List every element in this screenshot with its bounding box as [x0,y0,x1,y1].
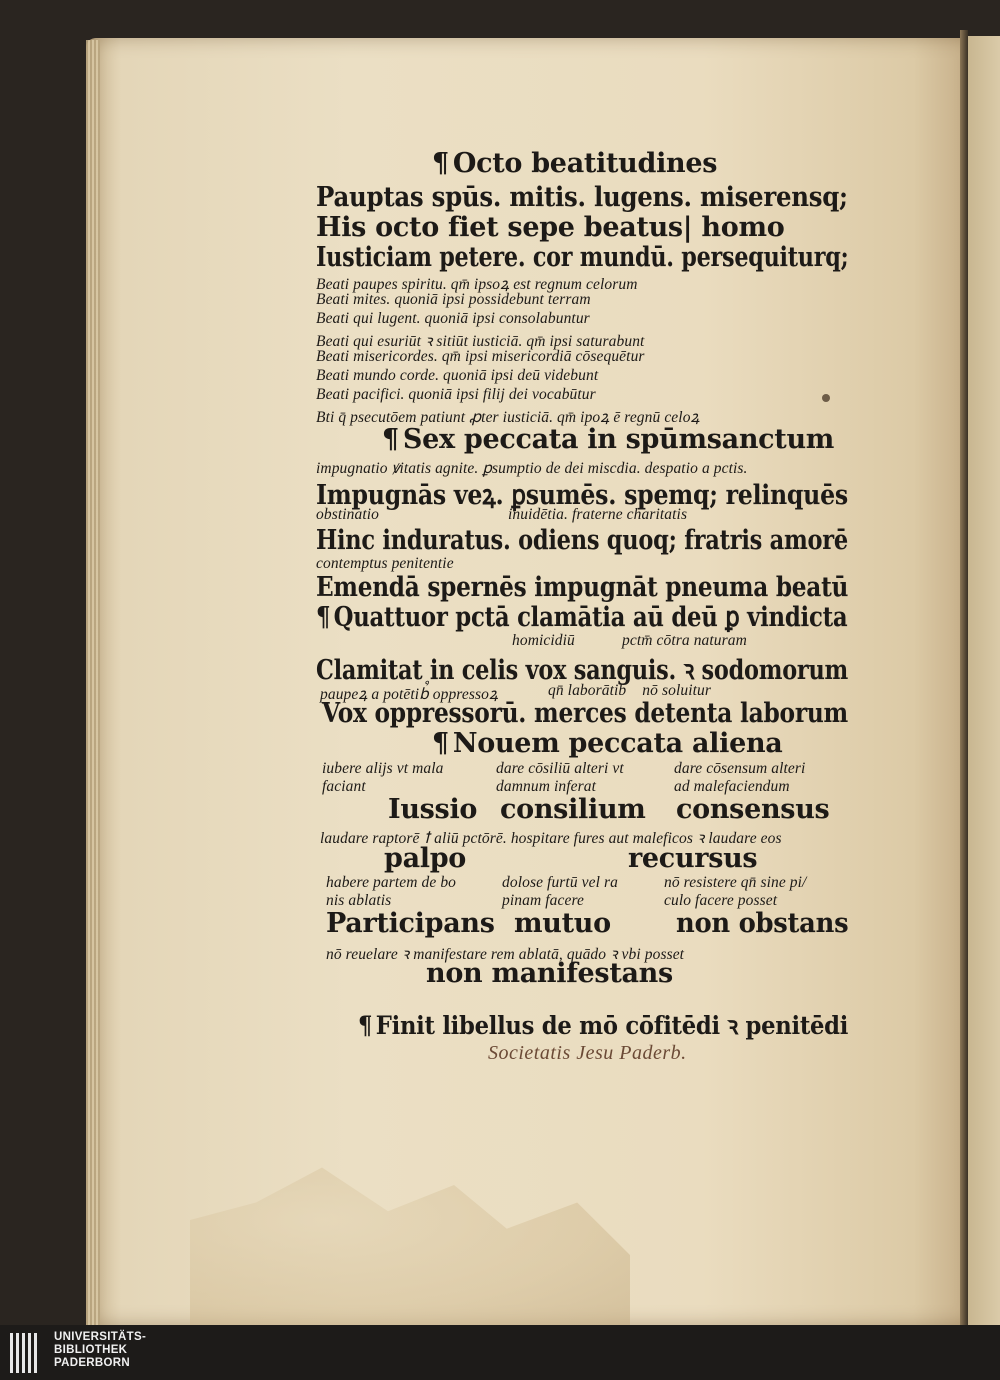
text-line: Beati mites. quoniā ipsi possidebunt terram [316,291,591,308]
verse-line: Hinc induratus. odiens quoq; fratris amorē [316,525,848,556]
pilcrow-mark: ¶ [382,424,399,455]
term-non-obstans: non obstans [676,908,849,939]
library-logo-icon [10,1333,42,1373]
verse-line: Impugnās veꝝ. ꝑsumēs. spemq; relinquēs [316,480,848,511]
gloss-col1: nis ablatis [326,892,392,909]
gloss-col3: nō resistere qn̄ sine pi/ [664,874,807,891]
gloss-col2: damnum inferat [496,778,596,795]
pilcrow-mark: ¶ [358,1011,373,1040]
gloss-contemptus: contemptus penitentie [316,555,454,572]
term-recursus: recursus [628,843,758,874]
term-participans: Participans [326,908,495,939]
library-footer [0,1325,1000,1380]
text-line: Beati qui esuriūt ꝛ sitiūt iusticiā. qm̄ ipsi saturabunt [316,333,645,350]
term-iussio: Iussio [388,794,478,825]
gloss-pauperum: paupeꝝ a potētib᷒ oppressoꝝ [320,686,499,703]
heading-text: Sex peccata in spūmsanctum [402,424,835,455]
text-line: Beati qui lugent. quoniā ipsi consolabuntur [316,310,590,327]
right-page-edge [968,36,1000,1325]
verse-line: Emendā spernēs impugnāt pneuma beatū [316,572,849,603]
book-gutter [960,30,968,1325]
gloss-obstinatio: obstinatio [316,506,380,523]
gloss-col3: dare cōsensum alteri [674,760,806,777]
gloss-inuidentia: inuidētia. fraterne charitatis [508,506,688,523]
library-name [54,1331,146,1370]
gloss-col3: ad malefaciendum [674,778,790,795]
page-stack-edge [86,40,100,1325]
library-name-line2: BIBLIOTHEK [54,1344,128,1356]
pilcrow-mark: ¶ [432,728,449,759]
pilcrow-mark: ¶ [432,148,449,179]
heading-text: Octo beatitudines [452,148,718,179]
gloss-col3: culo facere posset [664,892,778,909]
verse-line: Iusticiam petere. cor mundū. persequiturq; [316,242,849,273]
heading-text: Nouem peccata aliena [452,728,783,759]
gloss-homicidium: homicidiū [512,632,575,649]
verse-line: His octo fiet sepe beatus| homo [316,212,785,243]
heading-nouem-peccata [432,728,782,759]
term-consilium: consilium [500,794,646,825]
verse-line: Vox oppressorū. merces detenta laborum [322,698,848,729]
gloss-col1: habere partem de bo [326,874,457,891]
term-mutuo: mutuo [514,908,611,939]
gloss-col1: faciant [322,778,366,795]
ink-spot [822,394,830,402]
heading-text: Quattuor pctā clamātia aū deū ꝑ vindicta [333,602,848,633]
text-line: Beati misericordes. qm̄ ipsi misericordiā cōsequētur [316,348,645,365]
gloss-col2: dare cōsiliū alteri vt [496,760,624,777]
text-line: impugnatio ꝟitatis agnite. ꝑsumptio de dei miscdia. despatio a pctis. [316,460,748,477]
heading-octo-beatitudines [432,148,717,179]
pilcrow-mark: ¶ [316,602,331,633]
term-consensus: consensus [676,794,830,825]
library-name-line1: UNIVERSITÄTS- [54,1331,147,1343]
library-name-line3: PADERBORN [54,1357,130,1369]
colophon [358,1008,848,1042]
gloss-laborantibus: qn̄ laborātib᷒ nō soluitur [548,682,712,699]
text-line: Beati pacifici. quoniā ipsi filij dei vocabūtur [316,386,596,403]
term-non-manifestans: non manifestans [426,958,673,989]
text-line: laudare raptorē ꝉ aliū pctōrē. hospitare fures aut maleficos ꝛ laudare eos [320,830,782,847]
term-palpo: palpo [384,843,467,874]
heading-sex-peccata [382,424,834,455]
colophon-text: Finit libellus de mō cōfitēdi ꝛ penitēdi [375,1011,849,1040]
handwritten-ownership-note: Societatis Jesu Paderb. [488,1042,687,1064]
verse-line: Clamitat in celis vox sanguis. ꝛ sodomorum [316,655,848,686]
text-line: nō reuelare ꝛ manifestare rem ablatā, quādo ꝛ vbi posset [326,946,685,963]
text-line: Beati paupes spiritu. qm̄ ipsoꝝ est regnum celorum [316,276,638,293]
text-line: Bti q̄ psecutōem patiunt ꝓter iusticiā. qm̄ ipoꝝ ē regnū celoꝝ [316,409,700,426]
gloss-col2: pinam facere [502,892,584,909]
gloss-col1: iubere alijs vt mala [322,760,444,777]
gloss-contra-naturam: pctm̄ cōtra naturam [622,632,747,649]
verse-line: Pauptas spūs. mitis. lugens. miserensq; [316,182,848,213]
gloss-col2: dolose furtū vel ra [502,874,618,891]
heading-quattuor-peccata [316,602,847,633]
text-line: Beati mundo corde. quoniā ipsi deū videbunt [316,367,599,384]
